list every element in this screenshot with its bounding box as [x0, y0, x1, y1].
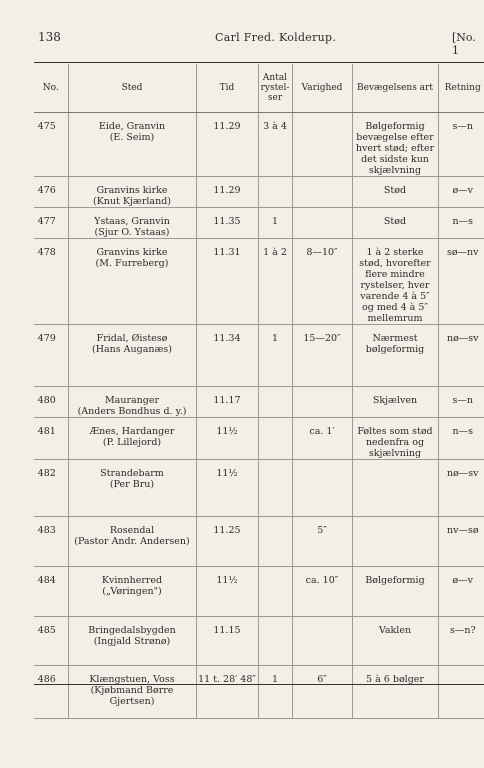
cell-tid: 11½: [196, 567, 258, 617]
cell-retning: sø—nv: [438, 239, 484, 325]
table-row: [34, 617, 484, 666]
cell-tid: 11.34: [196, 325, 258, 387]
cell-antal: 1: [258, 208, 292, 239]
cell-sted: Strandebarm (Per Bru): [68, 460, 196, 517]
cell-retning: nø—sv: [438, 325, 484, 387]
col-header-varighed: Varighed: [292, 64, 352, 113]
table-row: [34, 208, 484, 239]
cell-antal: [258, 418, 292, 460]
cell-art: [352, 460, 438, 517]
col-header-art: Bevægelsens art: [352, 64, 438, 113]
top-rule: [34, 62, 484, 63]
cell-art: 5 à 6 bølger: [352, 666, 438, 719]
cell-retning: s—n: [438, 113, 484, 177]
table-row: [34, 387, 484, 418]
cell-no: 482: [37, 468, 56, 479]
cell-retning: ø—v: [438, 567, 484, 617]
cell-retning: s—n?: [438, 617, 484, 666]
table-row: [34, 418, 484, 460]
cell-sted: Eide, Granvin (E. Seim): [68, 113, 196, 177]
cell-varighed: 6″: [292, 666, 352, 719]
cell-varighed: [292, 113, 352, 177]
cell-varighed: ca. 10″: [292, 567, 352, 617]
cell-no: 484: [37, 575, 56, 586]
cell-varighed: [292, 617, 352, 666]
cell-retning: [438, 666, 484, 719]
cell-tid: 11.29: [196, 177, 258, 208]
cell-antal: [258, 567, 292, 617]
cell-art: 1 à 2 sterke stød, hvorefter flere mindre rystelser, hver varende 4 à 5″ og med 4 à 5″ mellemrum: [352, 239, 438, 325]
header-row: [34, 64, 484, 113]
cell-antal: 1: [258, 666, 292, 719]
cell-art: Stød: [352, 177, 438, 208]
cell-art: Nærmest bølgeformig: [352, 325, 438, 387]
cell-antal: 1 à 2: [258, 239, 292, 325]
cell-art: Bølgeformig bevægelse efter hvert stød; efter det sidste kun skjælvning: [352, 113, 438, 177]
cell-retning: ø—v: [438, 177, 484, 208]
cell-tid: 11.15: [196, 617, 258, 666]
cell-retning: nø—sv: [438, 460, 484, 517]
cell-retning: nv—sø: [438, 517, 484, 567]
cell-art: Stød: [352, 208, 438, 239]
earthquake-table: [34, 64, 484, 719]
cell-varighed: [292, 460, 352, 517]
cell-no: 483: [37, 525, 56, 536]
cell-sted: Rosendal (Pastor Andr. Andersen): [68, 517, 196, 567]
section-marker: [No. 1: [452, 31, 476, 57]
table-row: [34, 325, 484, 387]
cell-retning: n—s: [438, 418, 484, 460]
col-header-antal: Antal rystel-ser: [258, 64, 292, 113]
table-row: [34, 666, 484, 719]
cell-no: 475: [37, 121, 56, 132]
cell-varighed: 8—10″: [292, 239, 352, 325]
cell-no: 481: [37, 426, 56, 437]
cell-sted: Ystaas, Granvin (Sjur O. Ystaas): [68, 208, 196, 239]
cell-varighed: [292, 387, 352, 418]
cell-no: 479: [37, 333, 56, 344]
table-row: [34, 567, 484, 617]
cell-retning: s—n: [438, 387, 484, 418]
cell-antal: [258, 517, 292, 567]
cell-antal: [258, 177, 292, 208]
cell-antal: [258, 460, 292, 517]
cell-sted: Fridal, Øistesø (Hans Auganæs): [68, 325, 196, 387]
cell-art: [352, 517, 438, 567]
cell-tid: 11.29: [196, 113, 258, 177]
cell-antal: 3 à 4: [258, 113, 292, 177]
cell-varighed: 15—20″: [292, 325, 352, 387]
cell-antal: 1: [258, 325, 292, 387]
cell-antal: [258, 387, 292, 418]
running-title: Carl Fred. Kolderup.: [215, 31, 337, 44]
cell-no: 477: [37, 216, 56, 227]
cell-retning: n—s: [438, 208, 484, 239]
cell-varighed: [292, 208, 352, 239]
bottom-rule: [34, 684, 484, 685]
col-header-retning: Retning: [438, 64, 484, 113]
cell-tid: 11 t. 28′ 48″: [196, 666, 258, 719]
cell-art: Vaklen: [352, 617, 438, 666]
cell-sted: Granvins kirke (M. Furreberg): [68, 239, 196, 325]
cell-varighed: ca. 1′: [292, 418, 352, 460]
cell-tid: 11.31: [196, 239, 258, 325]
cell-tid: 11½: [196, 418, 258, 460]
page-header: [0, 30, 484, 57]
cell-sted: Ænes, Hardanger (P. Lillejord): [68, 418, 196, 460]
cell-tid: 11½: [196, 460, 258, 517]
cell-no: 485: [37, 625, 56, 636]
cell-art: Skjælven: [352, 387, 438, 418]
table-row: [34, 113, 484, 177]
table-row: [34, 460, 484, 517]
cell-tid: 11.17: [196, 387, 258, 418]
col-header-tid: Tid: [196, 64, 258, 113]
cell-sted: Granvins kirke (Knut Kjærland): [68, 177, 196, 208]
col-header-sted: Sted: [68, 64, 196, 113]
table-row: [34, 517, 484, 567]
table-row: [34, 177, 484, 208]
page-number: 138: [38, 30, 61, 44]
cell-antal: [258, 617, 292, 666]
cell-art: Bølgeformig: [352, 567, 438, 617]
cell-sted: Bringedalsbygden (Ingjald Strønø): [68, 617, 196, 666]
cell-art: Føltes som stød nedenfra og skjælvning: [352, 418, 438, 460]
cell-sted: Klængstuen, Voss (Kjøbmand Børre Gjertsen): [68, 666, 196, 719]
cell-no: 478: [37, 247, 56, 258]
col-header-no: No.: [34, 64, 68, 113]
cell-tid: 11.25: [196, 517, 258, 567]
cell-varighed: [292, 177, 352, 208]
cell-no: 476: [37, 185, 56, 196]
cell-no: 486: [37, 674, 56, 685]
table-row: [34, 239, 484, 325]
cell-varighed: 5″: [292, 517, 352, 567]
cell-tid: 11.35: [196, 208, 258, 239]
cell-sted: Kvinnherred („Vøringen"): [68, 567, 196, 617]
cell-sted: Mauranger (Anders Bondhus d. y.): [68, 387, 196, 418]
cell-no: 480: [37, 395, 56, 406]
